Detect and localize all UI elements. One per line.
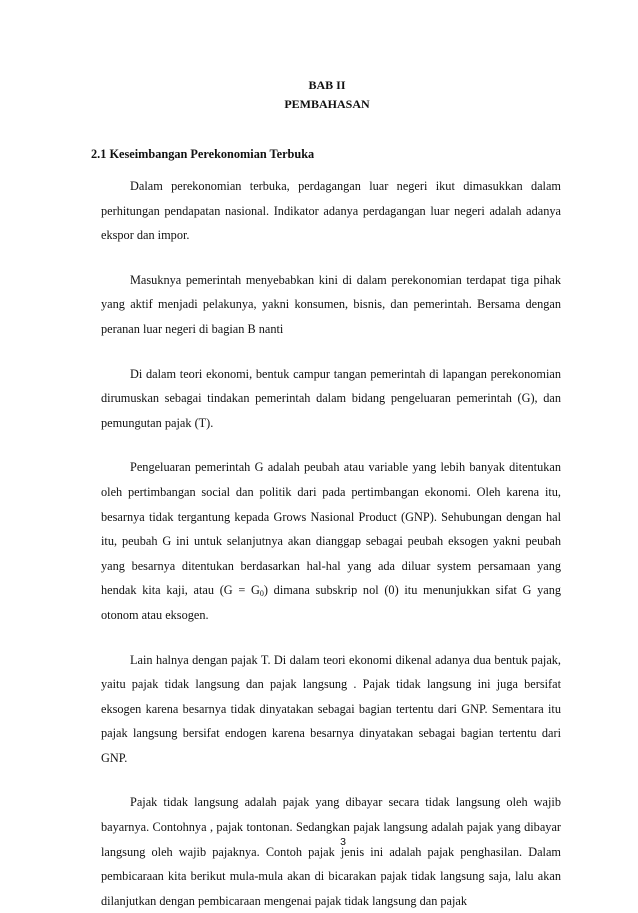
- page-number: 3: [340, 836, 346, 848]
- paragraph: Di dalam teori ekonomi, bentuk campur tangan pemerintah di lapangan perekonomian dirumuskan sebagai tindakan pemerintah dalam bidang pengeluaran pemerintah (G), dan pemungutan pajak (T).: [101, 366, 561, 430]
- chapter-heading: BAB II: [308, 78, 346, 92]
- section-title: 2.1 Keseimbangan Perekonomian Terbuka: [91, 147, 315, 161]
- paragraph-text: ) dimana subskrip nol (0) itu menunjukkan sifat G yang otonom atau eksogen.: [101, 583, 561, 622]
- paragraph: Lain halnya dengan pajak T. Di dalam teori ekonomi dikenal adanya dua bentuk pajak, yaitu pajak tidak langsung dan pajak langsung . Pajak tidak langsung ini juga bersifat eksogen karena besarnya tidak dinyatakan sebagai bagian tertentu dari GNP. Sementara itu pajak langsung bersifat endogen karena besarnya dinyatakan sebagai bagian tertentu dari GNP.: [101, 652, 561, 765]
- chapter-title: PEMBAHASAN: [284, 97, 370, 111]
- formula-subscript: 0: [259, 589, 264, 599]
- paragraph: Dalam perekonomian terbuka, perdagangan luar negeri ikut dimasukkan dalam perhitungan pendapatan nasional. Indikator adanya perdagangan luar negeri adalah adanya ekspor dan impor.: [101, 179, 561, 243]
- body-text: [91, 174, 561, 913]
- paragraph: Pajak tidak langsung adalah pajak yang dibayar secara tidak langsung oleh wajib bayarnya. Contohnya , pajak tontonan. Sedangkan pajak langsung adalah pajak yang dibayar langsung oleh wajib pajaknya. Contoh pajak jenis ini adalah pajak penghasilan. Dalam pembicaraan kita berikut mula-mula akan di bicarakan pajak tidak langsung saja, lalu akan dilanjutkan dengan pembicaraan mengenai pajak tidak langsung dan pajak: [101, 795, 561, 908]
- paragraph: Masuknya pemerintah menyebabkan kini di dalam perekonomian terdapat tiga pihak yang aktif menjadi pelakunya, yakni konsumen, bisnis, dan pemerintah. Bersama dengan peranan luar negeri di bagian B nanti: [101, 272, 561, 336]
- paragraph-government-spending: [91, 455, 561, 627]
- paragraph-text: Pengeluaran pemerintah G adalah peubah atau variable yang lebih banyak ditentukan oleh pertimbangan social dan politik dari pada pertimbangan ekonomi. Oleh karena itu, besarnya tidak tergantung kepada Grows Nasional Product (GNP). Sehubungan dengan hal itu, peubah G ini untuk selanjutnya akan dianggap sebagai peubah eksogen yakni peubah yang besarnya ditentukan berdasarkan hal-hal yang ada diluar system persamaan yang hendak kita kaji, atau (G = G: [101, 460, 561, 598]
